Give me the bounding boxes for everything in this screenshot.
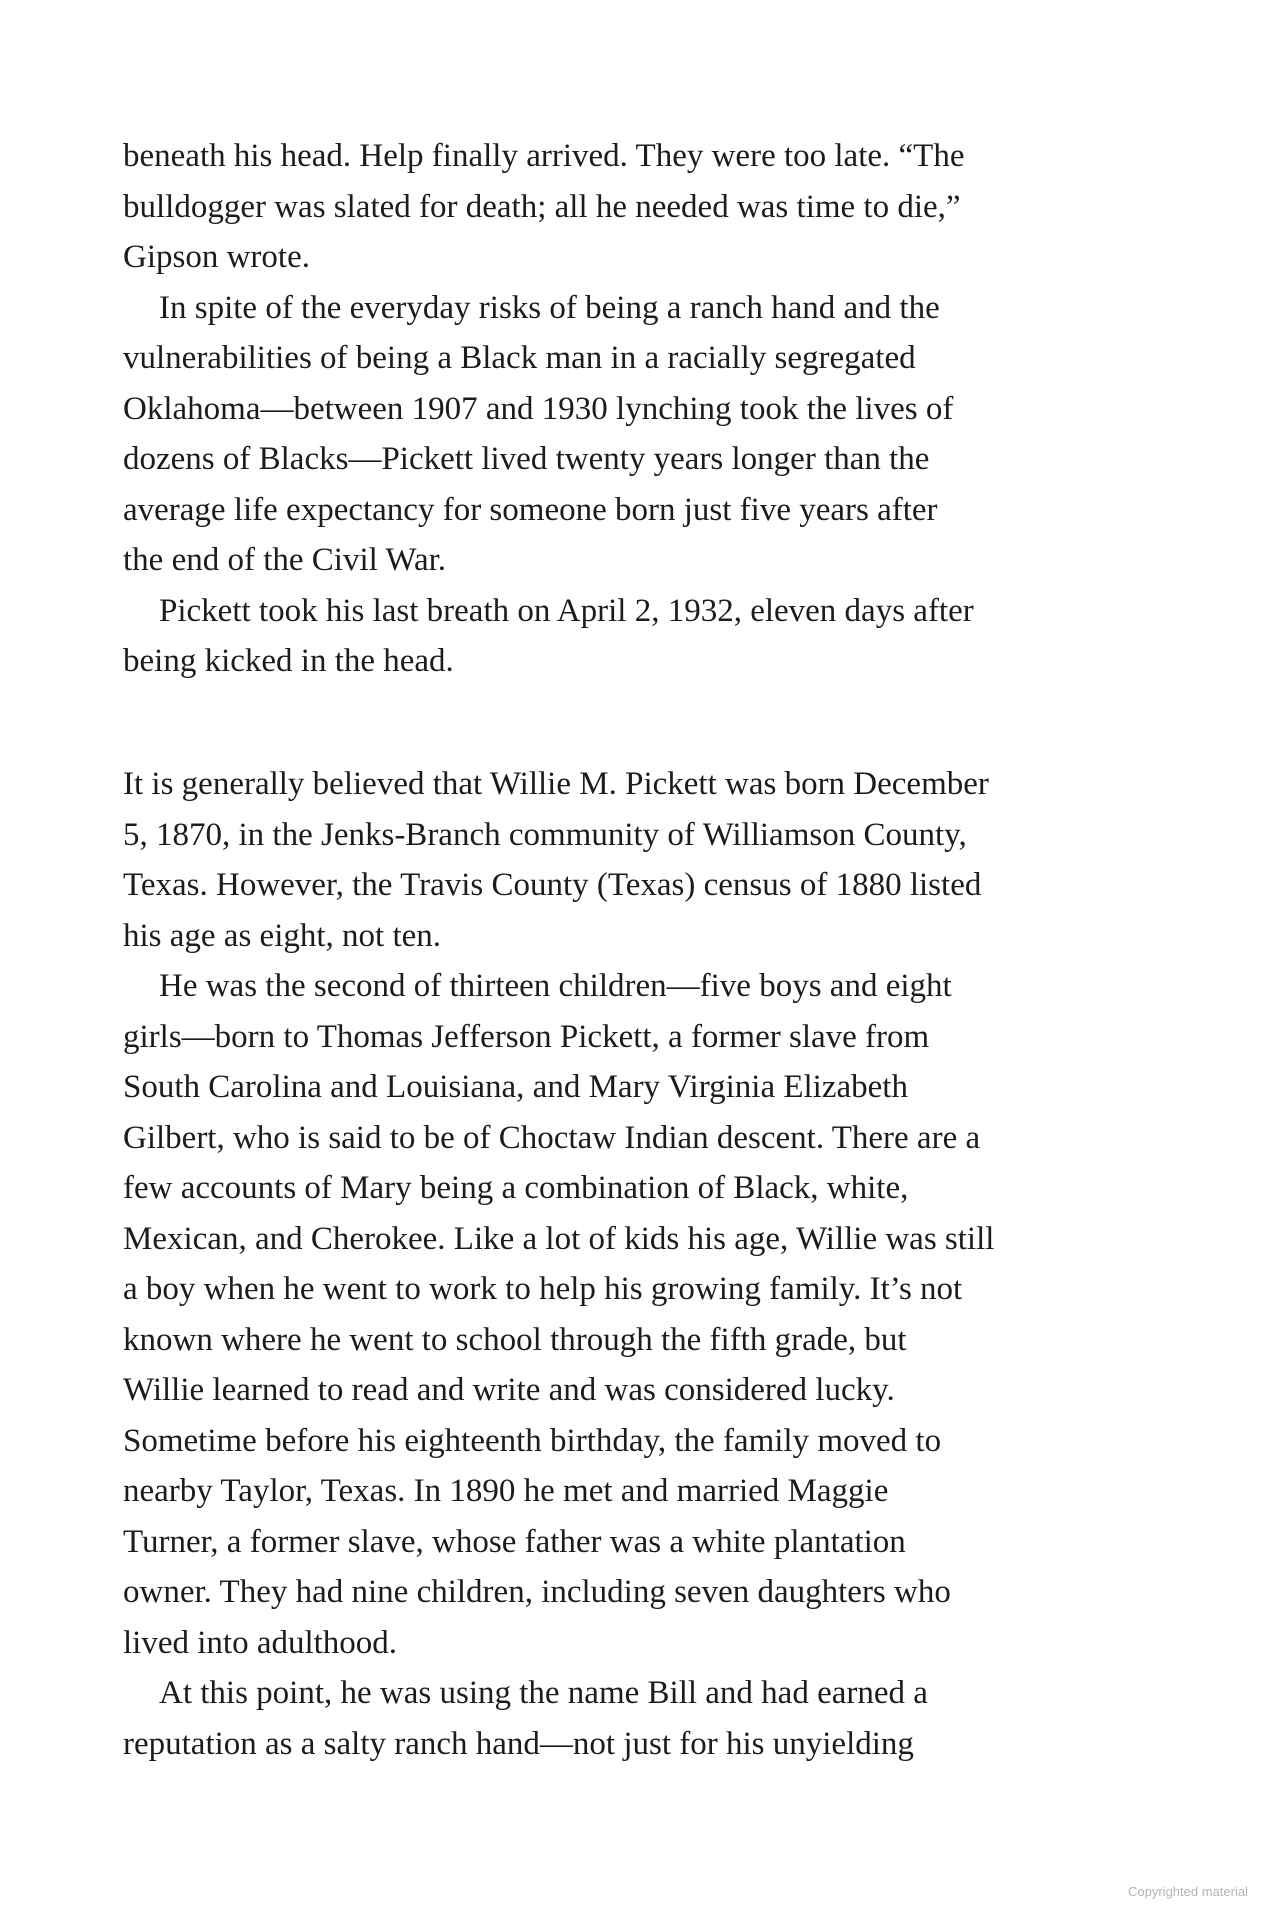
text-line: vulnerabilities of being a Black man in a racially segregated (123, 340, 916, 376)
text-line: He was the second of thirteen children—five boys and eight (159, 968, 952, 1004)
text-line: lived into adulthood. (123, 1624, 398, 1661)
text-section-2 (123, 759, 1156, 1769)
text-line: the end of the Civil War. (123, 542, 447, 578)
paragraph (123, 961, 1156, 1668)
text-line: Texas. However, the Travis County (Texas) census of 1880 listed (123, 867, 982, 903)
text-line: 5, 1870, in the Jenks-Branch community of Williamson County, (123, 816, 967, 853)
copyright-watermark: Copyrighted material (1128, 1884, 1248, 1899)
paragraph (123, 586, 1156, 687)
text-line: South Carolina and Louisiana, and Mary Virginia Elizabeth (123, 1069, 908, 1105)
text-line: Mexican, and Cherokee. Like a lot of kids his age, Willie was still (123, 1220, 995, 1257)
text-line: known where he went to school through the fifth grade, but (123, 1321, 907, 1358)
text-line: In spite of the everyday risks of being a ranch hand and the (159, 289, 940, 326)
text-line: It is generally believed that Willie M. Pickett was born December (123, 766, 989, 802)
text-line: Oklahoma—between 1907 and 1930 lynching took the lives of (123, 390, 954, 427)
paragraph (123, 283, 1156, 586)
text-line: his age as eight, not ten. (123, 917, 442, 954)
paragraph (123, 131, 1156, 283)
paragraph (123, 759, 1156, 961)
text-line: reputation as a salty ranch hand—not just for his unyielding (123, 1725, 914, 1762)
text-line: Pickett took his last breath on April 2, 1932, eleven days after (159, 592, 974, 629)
text-section-1 (123, 131, 1156, 687)
text-line: average life expectancy for someone born just five years after (123, 491, 938, 528)
text-line: Willie learned to read and write and was considered lucky. (123, 1372, 895, 1408)
text-line: beneath his head. Help finally arrived. They were too late. “The (123, 138, 965, 174)
text-line: Gipson wrote. (123, 239, 310, 275)
text-line: dozens of Blacks—Pickett lived twenty years longer than the (123, 441, 930, 477)
text-line: Sometime before his eighteenth birthday, the family moved to (123, 1422, 942, 1459)
text-line: few accounts of Mary being a combination of Black, white, (123, 1170, 909, 1206)
text-line: bulldogger was slated for death; all he needed was time to die,” (123, 188, 961, 225)
text-line: being kicked in the head. (123, 643, 454, 679)
text-line: nearby Taylor, Texas. In 1890 he met and married Maggie (123, 1473, 889, 1509)
text-line: a boy when he went to work to help his growing family. It’s not (123, 1271, 963, 1307)
text-line: At this point, he was using the name Bill and had earned a (159, 1675, 928, 1711)
text-line: Turner, a former slave, whose father was a white plantation (123, 1523, 906, 1560)
text-line: girls—born to Thomas Jefferson Pickett, a former slave from (123, 1018, 930, 1055)
text-line: owner. They had nine children, including seven daughters who (123, 1574, 951, 1610)
paragraph (123, 1668, 1156, 1769)
text-line: Gilbert, who is said to be of Choctaw Indian descent. There are a (123, 1119, 981, 1156)
